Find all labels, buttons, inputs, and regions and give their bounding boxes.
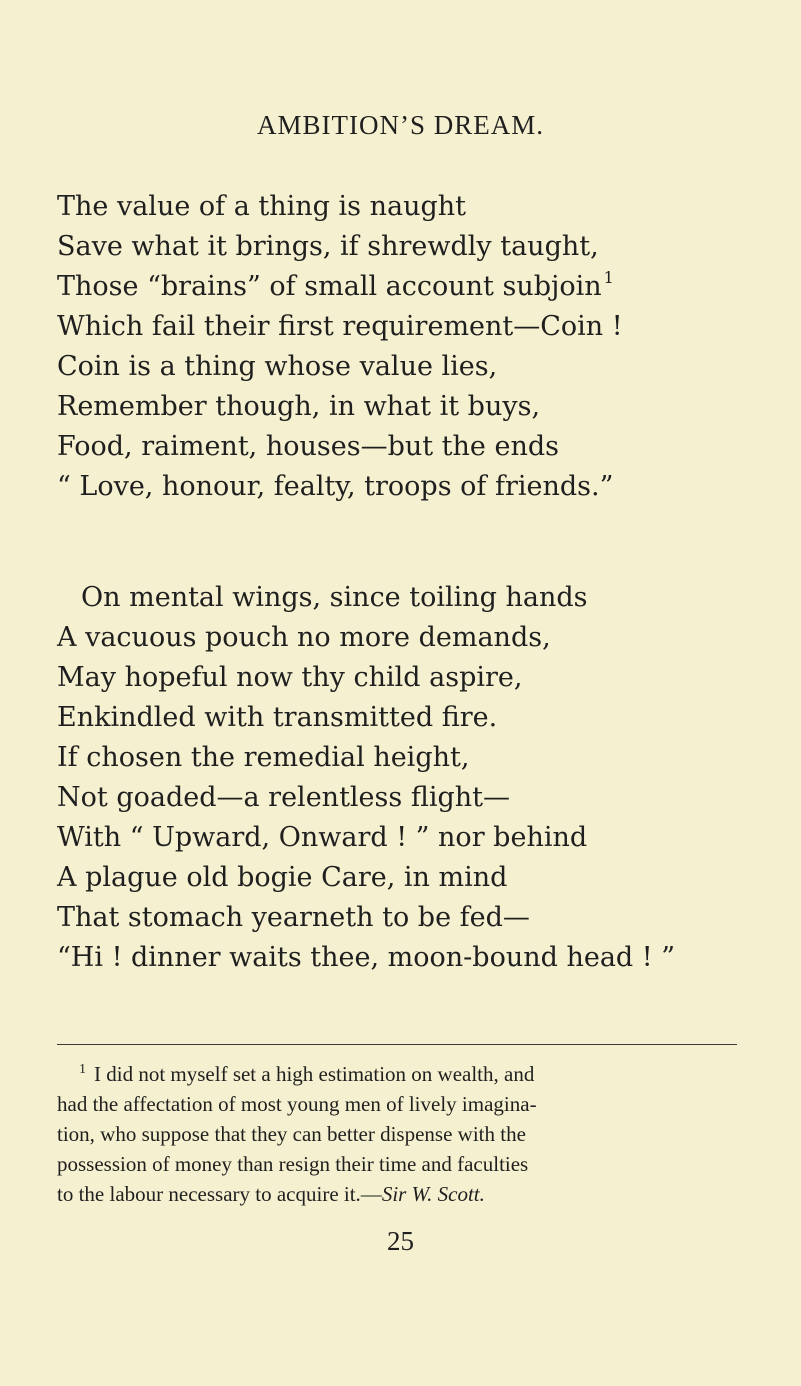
footnote-line [57,1059,747,1089]
verse-line [0,818,801,858]
verse-text: With “ Upward, Onward ! ” nor behind [57,822,588,853]
verse-line [0,778,801,818]
footnote [57,1059,747,1209]
footnote-line [57,1089,747,1119]
verse-text: Those “brains” of small account subjoin [57,271,602,302]
verse-text: “ Love, honour, fealty, troops of friends.” [57,471,614,502]
verse-text: That stomach yearneth to be fed— [57,902,530,933]
footnote-text: I did not myself set a high estimation on wealth, and [94,1062,535,1086]
verse-line [0,578,801,618]
footnote-text: to the labour necessary to acquire it.— [57,1182,382,1206]
verse-line [0,898,801,938]
verse-line [0,387,801,427]
page-number: 25 [387,1226,414,1256]
verse-text: Remember though, in what it buys, [57,391,541,422]
verse-text: Coin is a thing whose value lies, [57,351,498,382]
verse-line [0,938,801,978]
verse-line [0,658,801,698]
verse-line [0,698,801,738]
verse-line [0,347,801,387]
verse-line [0,227,801,267]
verse-text: If chosen the remedial height, [57,742,470,773]
stanza-2 [0,578,801,978]
footnote-text: had the affectation of most young men of lively imagina- [57,1092,537,1116]
footnote-attribution: Sir W. Scott. [381,1182,485,1206]
footnote-line [57,1179,747,1209]
verse-text: Save what it brings, if shrewdly taught, [57,231,599,262]
verse-text: “Hi ! dinner waits thee, moon-bound head ! ” [57,942,676,973]
verse-text: A vacuous pouch no more demands, [57,622,551,653]
verse-text: The value of a thing is naught [57,191,467,222]
verse-text: Food, raiment, houses—but the ends [57,431,559,462]
verse-line [0,187,801,227]
footnote-text: possession of money than resign their time and faculties [57,1152,529,1176]
footnote-text: tion, who suppose that they can better dispense with the [57,1122,526,1146]
verse-text: On mental wings, since toiling hands [81,582,588,613]
footnote-line [57,1119,747,1149]
stanza-1 [0,187,801,507]
verse-line [0,267,801,307]
footnote-line [57,1149,747,1179]
verse-line [0,467,801,507]
verse-line [0,618,801,658]
verse-line [0,738,801,778]
footnote-divider [57,1044,737,1045]
verse-text: Which fail their first requirement—Coin ! [57,311,623,342]
verse-text: Not goaded—a relentless flight— [57,782,510,813]
verse-line [0,858,801,898]
verse-line [0,427,801,467]
verse-line [0,307,801,347]
verse-text: A plague old bogie Care, in mind [57,862,508,893]
verse-text: Enkindled with transmitted fire. [57,702,498,733]
footnote-mark: 1 [79,1062,86,1077]
footnote-reference[interactable]: 1 [603,268,614,287]
running-head: AMBITION’S DREAM. [257,110,544,140]
verse-text: May hopeful now thy child aspire, [57,662,523,693]
